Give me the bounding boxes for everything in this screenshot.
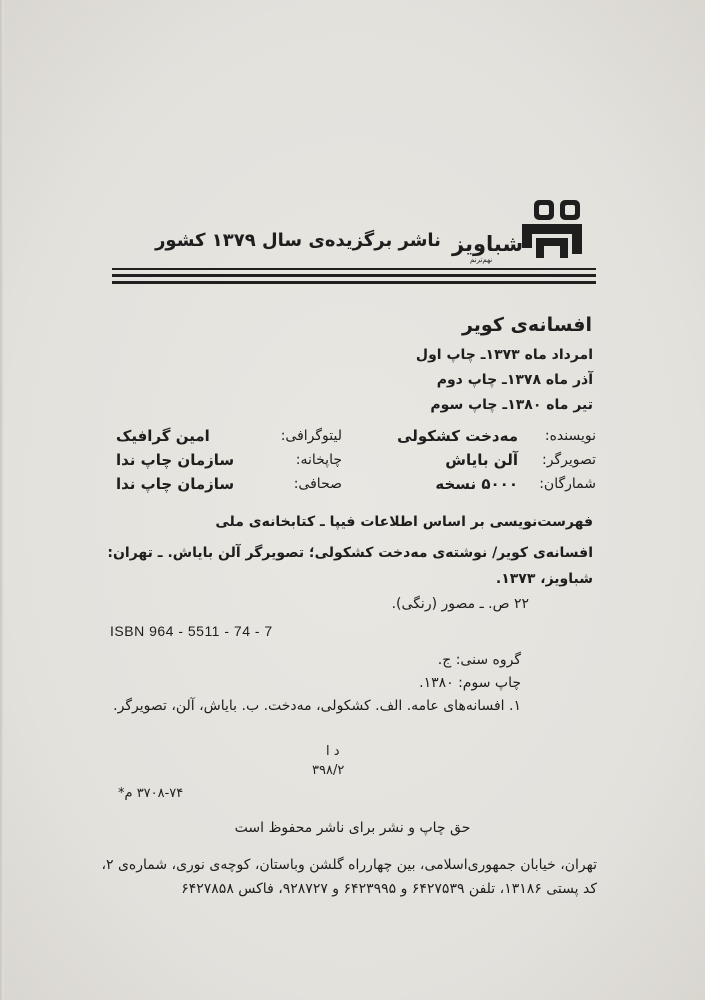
catalog-print-third: چاپ سوم: ۱۳۸۰. <box>419 675 521 691</box>
credit-value-secondary: سازمان چاپ ندا <box>116 475 235 493</box>
credit-value-secondary: سازمان چاپ ندا <box>116 451 235 469</box>
book-title: افسانه‌ی کویر <box>461 314 592 336</box>
credit-value-secondary: امین گرافیک <box>116 427 210 445</box>
credit-value: آلن بایاش <box>445 451 518 469</box>
credit-label-secondary: لیتوگرافی: <box>280 428 342 444</box>
credits-block <box>112 428 596 500</box>
publisher-address: تهران، خیابان جمهوری‌اسلامی، بین چهارراه گلشن وباستان، کوچه‌ی نوری، شماره‌ی ۲، <box>101 857 597 873</box>
publisher-slogan: ناشر برگزیده‌ی سال ۱۳۷۹ کشور <box>155 230 441 251</box>
publisher-logo-subtext: نهم‌ترنم <box>470 256 493 264</box>
edition-second: آذر ماه ۱۳۷۸ـ چاپ دوم <box>436 372 593 388</box>
catalog-pages: ۲۲ ص. ـ مصور (رنگی). <box>391 596 529 612</box>
catalog-age-group: گروه سنی: ج. <box>437 652 521 668</box>
isbn: ISBN 964 - 5511 - 74 - 7 <box>110 623 273 639</box>
credit-value: ۵۰۰۰ نسخه <box>435 475 518 493</box>
credit-row <box>112 428 596 452</box>
catalog-dewey-number: ۳۹۸/۲ <box>312 763 345 778</box>
credit-row <box>112 476 596 500</box>
header-rules <box>112 268 596 288</box>
catalog-entry-line2: شباویز، ۱۳۷۳. <box>495 571 593 587</box>
edition-first: امرداد ماه ۱۳۷۳ـ چاپ اول <box>415 347 593 363</box>
edition-third: تیر ماه ۱۳۸۰ـ چاپ سوم <box>430 397 593 413</box>
catalog-heading: فهرست‌نویسی بر اساس اطلاعات فیپا ـ کتابخانه‌ی ملی <box>215 514 593 530</box>
publisher-logo-icon <box>516 196 588 266</box>
page-edge-shadow <box>0 0 4 1000</box>
catalog-subjects: ۱. افسانه‌های عامه. الف. کشکولی، مه‌دخت. ب. بایاش، آلن، تصویرگر. <box>113 698 521 714</box>
credit-label: تصویرگر: <box>542 452 596 468</box>
credit-label: شمارگان: <box>539 476 596 492</box>
credit-label-secondary: چاپخانه: <box>295 452 342 468</box>
catalog-class-code: د ا <box>326 744 340 759</box>
credit-label: نویسنده: <box>544 428 596 444</box>
publisher-logo-text: شباویز <box>452 232 524 256</box>
publisher-contact: کد پستی ۱۳۱۸۶، تلفن ۶۴۲۷۵۳۹ و ۶۴۲۳۹۹۵ و ۹۲۸۷۲۷، فاکس ۶۴۲۷۸۵۸ <box>181 881 597 897</box>
catalog-national-number: ۳۷۰۸-۷۴ م* <box>118 786 184 801</box>
copyright-notice: حق چاپ و نشر برای ناشر محفوظ است <box>234 820 471 836</box>
credit-row <box>112 452 596 476</box>
credit-label-secondary: صحافی: <box>293 476 342 492</box>
credit-value: مه‌دخت کشکولی <box>397 427 518 445</box>
catalog-entry-line1: افسانه‌ی کویر/ نوشته‌ی مه‌دخت کشکولی؛ تصویرگر آلن بایاش. ـ تهران: <box>107 545 593 561</box>
